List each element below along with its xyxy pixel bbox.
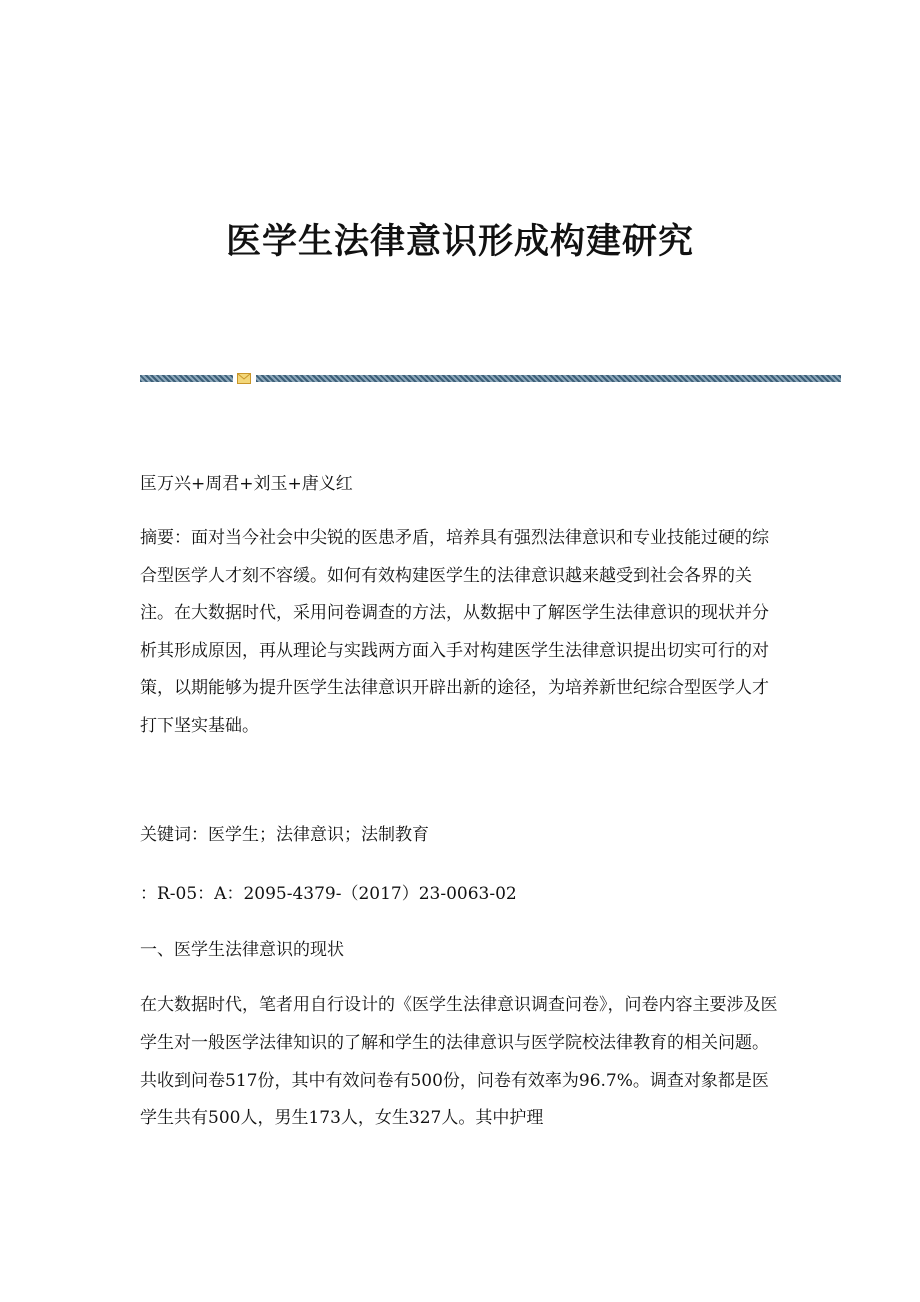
title-divider <box>140 373 841 384</box>
classification-code-line: ：R-05：A：2095-4379-（2017）23-0063-02 <box>140 884 517 904</box>
envelope-ornament-icon <box>237 373 251 384</box>
paper-title: 医学生法律意识形成构建研究 <box>225 221 694 262</box>
divider-bar-left <box>140 375 233 382</box>
body-paragraph: 在大数据时代，笔者用自行设计的《医学生法律意识调查问卷》，问卷内容主要涉及医学生对一般医学法律知识的了解和学生的法律意识与医学院校法律教育的相关问题。共收到问卷517份，其中有效问卷有500份，问卷有效率为96.7%。调查对象都是医学生共有500人，男生173人，女生327人。其中护理 <box>140 995 778 1129</box>
author-line: 匡万兴+周君+刘玉+唐义红 <box>140 474 353 494</box>
abstract-paragraph: 摘要：面对当今社会中尖锐的医患矛盾，培养具有强烈法律意识和专业技能过硬的综合型医学人才刻不容缓。如何有效构建医学生的法律意识越来越受到社会各界的关注。在大数据时代，采用问卷调查的方法，从数据中了解医学生法律意识的现状并分析其形成原因，再从理论与实践两方面入手对构建医学生法律意识提出切实可行的对策，以期能够为提升医学生法律意识开辟出新的途径，为培养新世纪综合型医学人才打下坚实基础。 <box>140 528 769 736</box>
section-heading: 一、医学生法律意识的现状 <box>140 940 344 960</box>
keywords-line: 关键词：医学生；法律意识；法制教育 <box>140 825 429 845</box>
divider-bar-right <box>256 375 841 382</box>
